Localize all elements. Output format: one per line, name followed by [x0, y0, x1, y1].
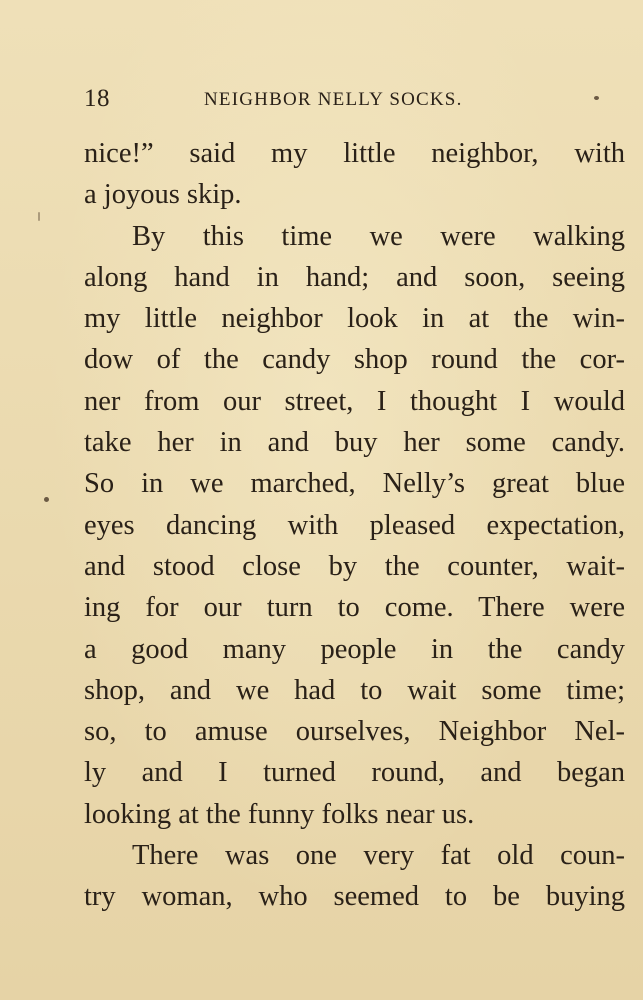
text-line: shop, and we had to wait some time;	[84, 674, 625, 706]
text-line: ing for our turn to come. There were	[84, 592, 625, 624]
text-line: a joyous skip.	[84, 179, 242, 211]
running-head: NEIGHBOR NELLY SOCKS.	[204, 89, 463, 110]
paper-speck	[594, 96, 599, 100]
text-line: take her in and buy her some candy.	[84, 427, 625, 459]
text-line: along hand in hand; and soon, seeing	[84, 261, 625, 293]
text-line: a good many people in the candy	[84, 633, 625, 665]
text-line: By this time we were walking	[132, 220, 625, 252]
text-line: dow of the candy shop round the cor-	[84, 344, 625, 376]
page-number: 18	[84, 85, 110, 112]
paper-speck	[38, 212, 40, 221]
paper-speck	[44, 497, 49, 502]
text-line: There was one very fat old coun-	[132, 840, 625, 872]
text-line: my little neighbor look in at the win-	[84, 303, 625, 335]
text-line: So in we marched, Nelly’s great blue	[84, 468, 625, 500]
text-line: try woman, who seemed to be buying	[84, 881, 625, 913]
page-header	[84, 84, 544, 114]
text-line: and stood close by the counter, wait-	[84, 550, 625, 582]
text-line: ly and I turned round, and began	[84, 757, 625, 789]
body-text	[84, 133, 625, 918]
text-line: ner from our street, I thought I would	[84, 385, 625, 417]
text-line: looking at the funny folks near us.	[84, 798, 475, 830]
text-line: eyes dancing with pleased expectation,	[84, 509, 625, 541]
text-line: so, to amuse ourselves, Neighbor Nel-	[84, 716, 625, 748]
text-line: nice!” said my little neighbor, with	[84, 138, 625, 169]
